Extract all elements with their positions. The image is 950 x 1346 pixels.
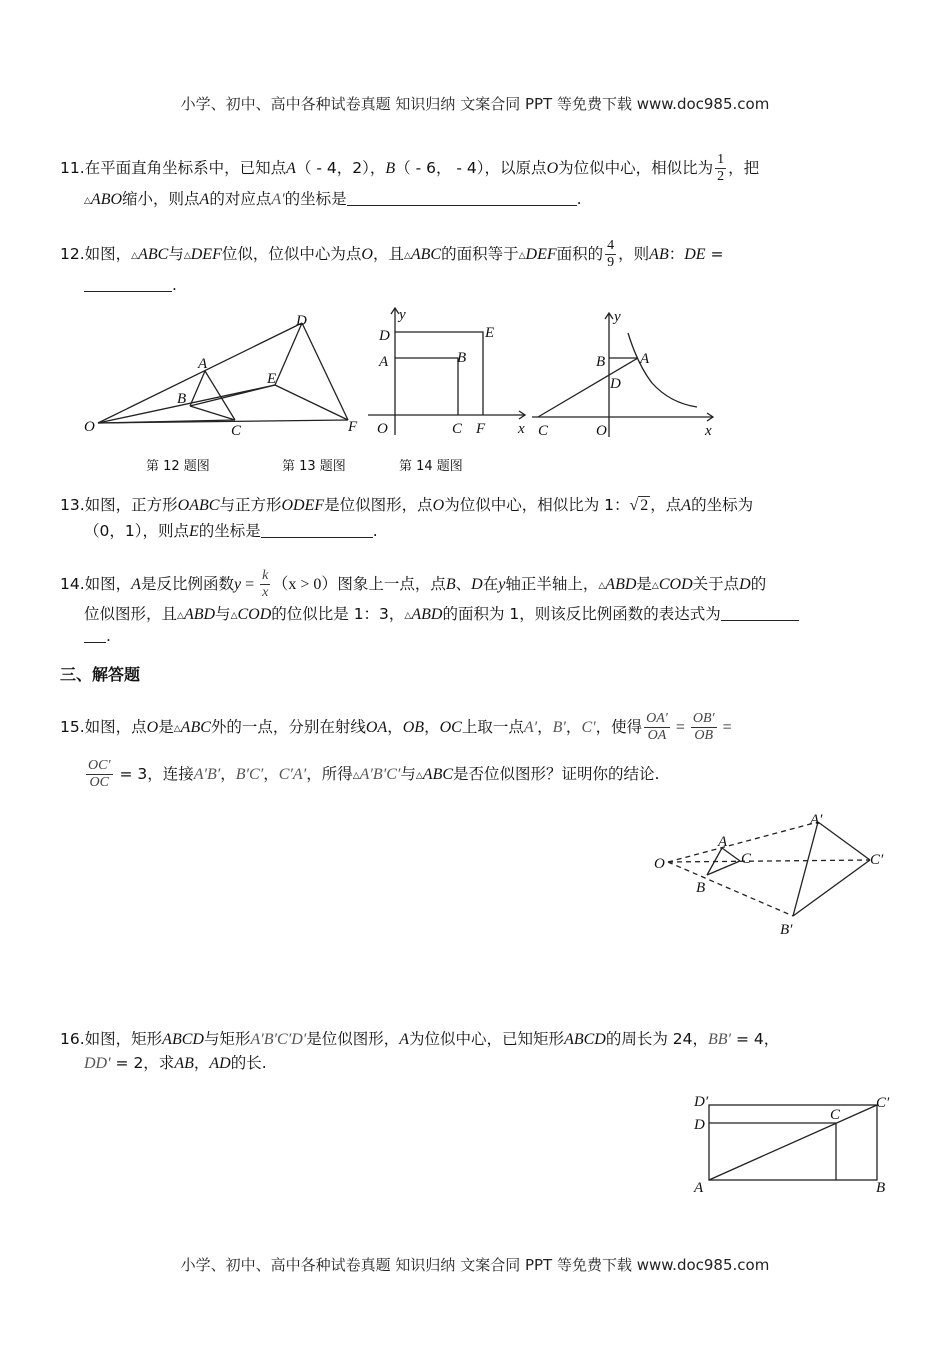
- question-13-line-2: （0，1），则点E的坐标是 .: [84, 522, 378, 540]
- page-header: 小学、初中、高中各种试卷真题 知识归纳 文案合同 PPT 等免费下载 www.doc985.com: [180, 95, 770, 113]
- answer-blank[interactable]: [84, 277, 172, 292]
- caption-fig-14: 第 14 题图: [399, 459, 463, 474]
- label-B: B: [596, 354, 606, 370]
- figure-12: [80, 305, 370, 440]
- axis-y: y: [399, 307, 406, 323]
- label-E: E: [267, 371, 277, 387]
- label-D-prime: D′: [694, 1094, 709, 1110]
- figure-16: [690, 1088, 900, 1200]
- question-12-line-1: 12.如图，△ABC与△DEF位似，位似中心为点O，且△ABC的面积等于△DEF面积的 $\frac{4}{9}$ ，则AB：DE =: [60, 238, 724, 270]
- answer-blank[interactable]: [347, 191, 577, 206]
- label-A: A: [718, 834, 728, 850]
- question-14-line-1: 14.如图，A是反比例函数y = $\frac{k}{x}$ （x > 0）图象上一点，点B、D在y轴正半轴上，△ABD是△COD关于点D的: [60, 568, 767, 600]
- figure-14: [530, 305, 720, 445]
- question-13-line-1: 13.如图，正方形OABC与正方形ODEF是位似图形，点O为位似中心，相似比为 1：√ 2 ，点A的坐标为: [60, 496, 754, 514]
- label-E: E: [485, 325, 495, 341]
- label-C: C: [830, 1107, 841, 1123]
- question-12-line-2: .: [84, 274, 177, 296]
- label-O: O: [84, 419, 95, 435]
- caption-fig-12: 第 12 题图: [146, 459, 210, 474]
- label-D: D: [296, 313, 307, 329]
- label-B: B: [177, 391, 187, 407]
- question-16-line-1: 16.如图，矩形ABCD与矩形A′B′C′D′是位似图形，A为位似中心，已知矩形ABCD的周长为 24，BB′ = 4，: [60, 1030, 780, 1048]
- label-A: A: [198, 356, 208, 372]
- question-11-line-2: △ABO缩小，则点A的对应点A′的坐标是 .: [84, 190, 582, 208]
- fraction: $\frac{OB'}{OB}$: [692, 711, 715, 743]
- label-B: B: [696, 880, 706, 896]
- question-14-line-3: .: [84, 625, 111, 647]
- label-B: B: [876, 1180, 886, 1196]
- fraction: $\frac{4}{9}$: [607, 238, 615, 270]
- figure-13: [365, 300, 530, 445]
- sqrt-expression: √ 2: [629, 497, 649, 514]
- question-15-line-2: $\frac{OC'}{OC}$ = 3，连接A′B′，B′C′，C′A′，所得△A′B′C′与△ABC是否位似图形？证明你的结论.: [88, 758, 660, 790]
- fraction: $\frac{k}{x}$: [262, 568, 269, 600]
- label-C: C: [452, 421, 463, 437]
- axis-x: x: [518, 421, 525, 437]
- question-number: 11.: [60, 159, 85, 177]
- label-A-prime: A′: [810, 812, 823, 828]
- figure-15: [650, 810, 890, 940]
- label-D: D: [379, 328, 390, 344]
- caption-fig-13: 第 13 题图: [282, 459, 346, 474]
- section-title: 三、解答题: [60, 665, 141, 684]
- label-F: F: [476, 421, 486, 437]
- label-F: F: [348, 419, 358, 435]
- answer-blank[interactable]: [261, 523, 373, 538]
- label-A: A: [640, 351, 650, 367]
- fraction: $\frac{1}{2}$: [717, 152, 725, 184]
- fraction: $\frac{OA'}{OA}$: [646, 711, 668, 743]
- axis-x: x: [705, 423, 712, 439]
- label-D: D: [610, 376, 621, 392]
- label-O: O: [596, 423, 607, 439]
- label-A: A: [379, 354, 389, 370]
- label-B: B: [457, 350, 467, 366]
- label-O: O: [654, 856, 665, 872]
- fraction: $\frac{OC'}{OC}$: [88, 758, 111, 790]
- question-16-line-2: DD′ = 2，求AB，AD的长.: [84, 1054, 267, 1072]
- label-C: C: [231, 423, 242, 439]
- label-B-prime: B′: [780, 922, 793, 938]
- label-C-prime: C′: [870, 852, 884, 868]
- label-C-prime: C′: [876, 1095, 890, 1111]
- axis-y: y: [614, 309, 621, 325]
- label-D: D: [694, 1117, 705, 1133]
- label-O: O: [377, 421, 388, 437]
- answer-blank-continued[interactable]: [84, 628, 106, 643]
- answer-blank[interactable]: [721, 606, 799, 621]
- question-15-line-1: 15.如图，点O是△ABC外的一点，分别在射线OA，OB，OC上取一点A′，B′，C′，使得 $\frac{OA'}{OA}$ = $\frac{OB'}{OB}$ =: [60, 711, 732, 743]
- question-14-line-2: 位似图形，且△ABD与△COD的位似比是 1：3，△ABD的面积为 1，则该反比例函数的表达式为: [84, 603, 799, 627]
- label-C: C: [538, 423, 549, 439]
- page-footer: 小学、初中、高中各种试卷真题 知识归纳 文案合同 PPT 等免费下载 www.doc985.com: [180, 1256, 770, 1274]
- question-11-line-1: 11.在平面直角坐标系中，已知点A（ - 4，2），B（ - 6， - 4），以原点O为位似中心，相似比为 $\frac{1}{2}$ ，把: [60, 152, 760, 184]
- label-C: C: [741, 851, 752, 867]
- label-A: A: [694, 1180, 704, 1196]
